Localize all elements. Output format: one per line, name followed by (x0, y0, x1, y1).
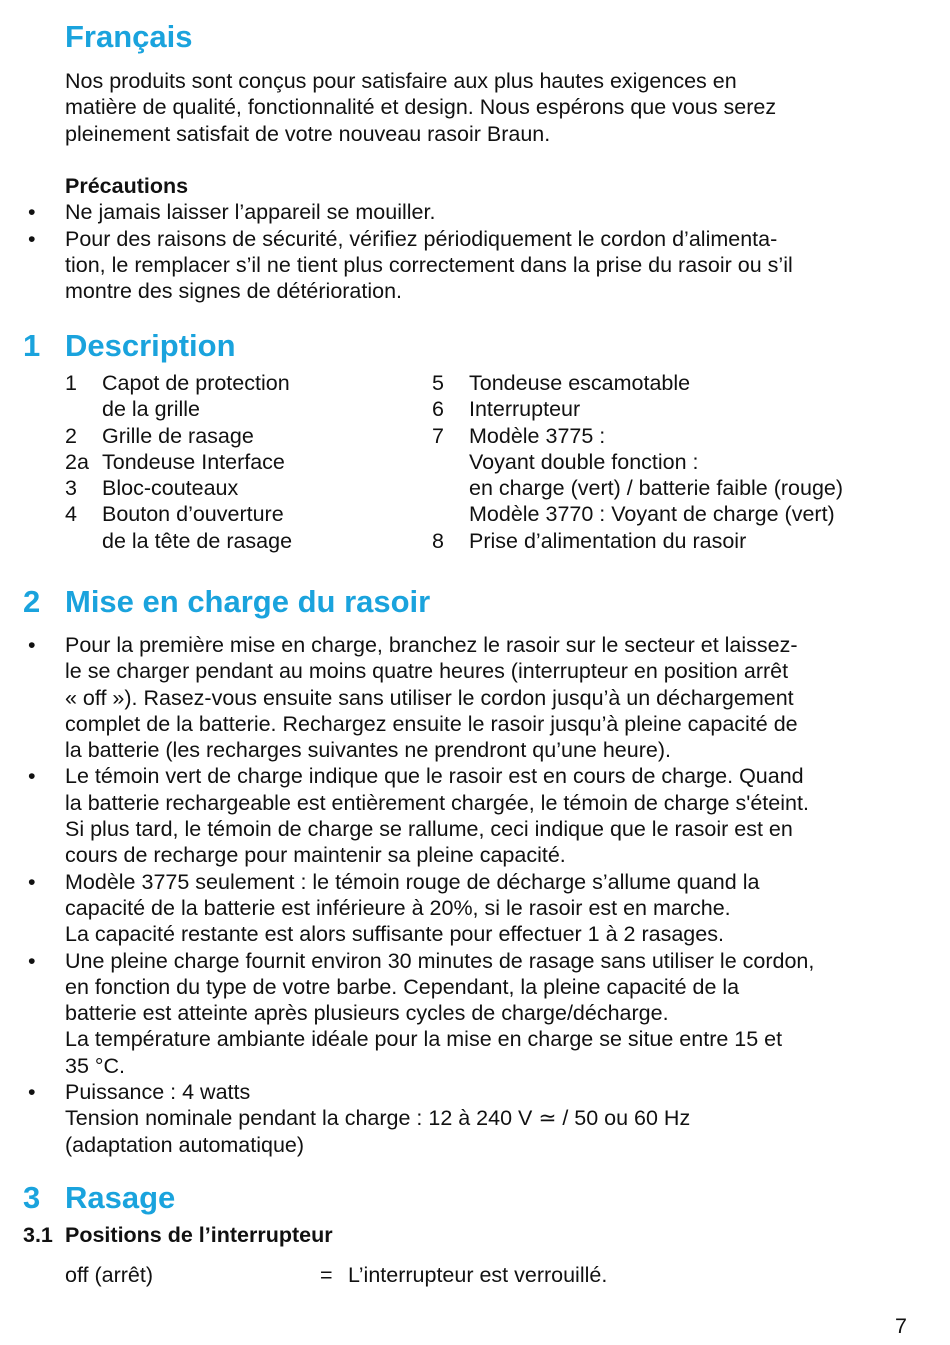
list-item: • Ne jamais laisser l’appareil se mouiller. (28, 200, 436, 225)
description-item: de la grille (102, 397, 200, 422)
intro-paragraph: Nos produits sont conçus pour satisfaire aux plus hautes exigences en matière de qualité, fonctionnalité et design. Nous espérons que vous serez pleinement satisfait de votre nouveau rasoir Braun. (65, 69, 777, 146)
section-3-heading: 3 Rasage (23, 1180, 176, 1215)
description-item: 2 Grille de rasage (65, 423, 254, 448)
precautions-list (28, 199, 915, 304)
bullet-icon: • (28, 200, 36, 225)
charging-instructions (28, 632, 915, 1158)
description-left-list (65, 370, 292, 554)
description-item: 4 Bouton d’ouverture (65, 502, 284, 527)
subsection-3-1-title: 3.1 Positions de l’interrupteur (23, 1223, 333, 1247)
equals-sign: = (320, 1263, 333, 1287)
switch-position-description: L’interrupteur est verrouillé. (348, 1263, 608, 1287)
description-item: 8 Prise d’alimentation du rasoir (432, 528, 747, 553)
switch-position-row (65, 1262, 608, 1288)
section-1-heading: 1 Description (23, 328, 236, 363)
precautions (28, 173, 915, 304)
charging-list (28, 632, 915, 1158)
bullet-icon: • (28, 764, 36, 789)
description-item: 5 Tondeuse escamotable (432, 371, 691, 395)
section-2-heading: 2 Mise en charge du rasoir (23, 584, 431, 619)
list-item: • Pour des raisons de sécurité, vérifiez périodiquement le cordon d’alimenta- tion, le remplacer s’il ne tient plus correctement dans la prise du rasoir ou s’il montre des signes de détérioration. (28, 226, 793, 304)
description-item: 7 Modèle 3775 : (432, 423, 606, 448)
description-right-list (432, 370, 843, 554)
bullet-icon: • (28, 226, 36, 251)
bullet-icon: • (28, 869, 36, 894)
bullet-icon: • (28, 633, 36, 657)
description-item: de la tête de rasage (102, 528, 293, 553)
description-item: en charge (vert) / batterie faible (rouge) (469, 476, 844, 501)
description-item: 1 Capot de protection (65, 371, 290, 395)
description-item: Voyant double fonction : (469, 449, 699, 474)
description-item: 2a Tondeuse Interface (65, 449, 285, 474)
page-number: 7 (895, 1314, 907, 1338)
list-item: • Pour la première mise en charge, branchez le rasoir sur le secteur et laissez- le se charger pendant au moins quatre heures (interrupteur en position arrêt « off »). Rasez-vous ensuite sans utiliser le cordon jusqu’à un déchargement complet de la batterie. Rechargez ensuite le rasoir jusqu’à pleine capacité de la batterie (les recharges suivantes ne prendront qu’une heure). (28, 633, 798, 763)
description-item: 3 Bloc-couteaux (65, 476, 239, 501)
list-item: • Une pleine charge fournit environ 30 minutes de rasage sans utiliser le cordon, en fonction du type de votre barbe. Cependant, la pleine capacité de la batterie est atteinte après plusieurs cycles de charge/décharge. La température ambiante idéale pour la mise en charge se situe entre 15 et 35 °C. (28, 948, 815, 1078)
description-item: 6 Interrupteur (432, 397, 581, 422)
switch-position-label: off (arrêt) (65, 1263, 154, 1287)
bullet-icon: • (28, 948, 36, 973)
list-item: • Le témoin vert de charge indique que le rasoir est en cours de charge. Quand la batterie rechargeable est entièrement chargée, le témoin de charge s'éteint. Si plus tard, le témoin de charge se rallume, ceci indique que le rasoir est en cours de recharge pour maintenir sa pleine capacité. (28, 764, 809, 868)
language-heading: Français (65, 19, 193, 54)
list-item: • Puissance : 4 watts Tension nominale pendant la charge : 12 à 240 V ≃ / 50 ou 60 Hz (adaptation automatique) (28, 1080, 691, 1157)
bullet-icon: • (28, 1080, 36, 1105)
precautions-title: Précautions (65, 174, 189, 198)
list-item: • Modèle 3775 seulement : le témoin rouge de décharge s’allume quand la capacité de la batterie est inférieure à 20%, si le rasoir est en marche. La capacité restante est alors suffisante pour effectuer 1 à 2 rasages. (28, 869, 760, 947)
description-item: Modèle 3770 : Voyant de charge (vert) (469, 502, 835, 527)
